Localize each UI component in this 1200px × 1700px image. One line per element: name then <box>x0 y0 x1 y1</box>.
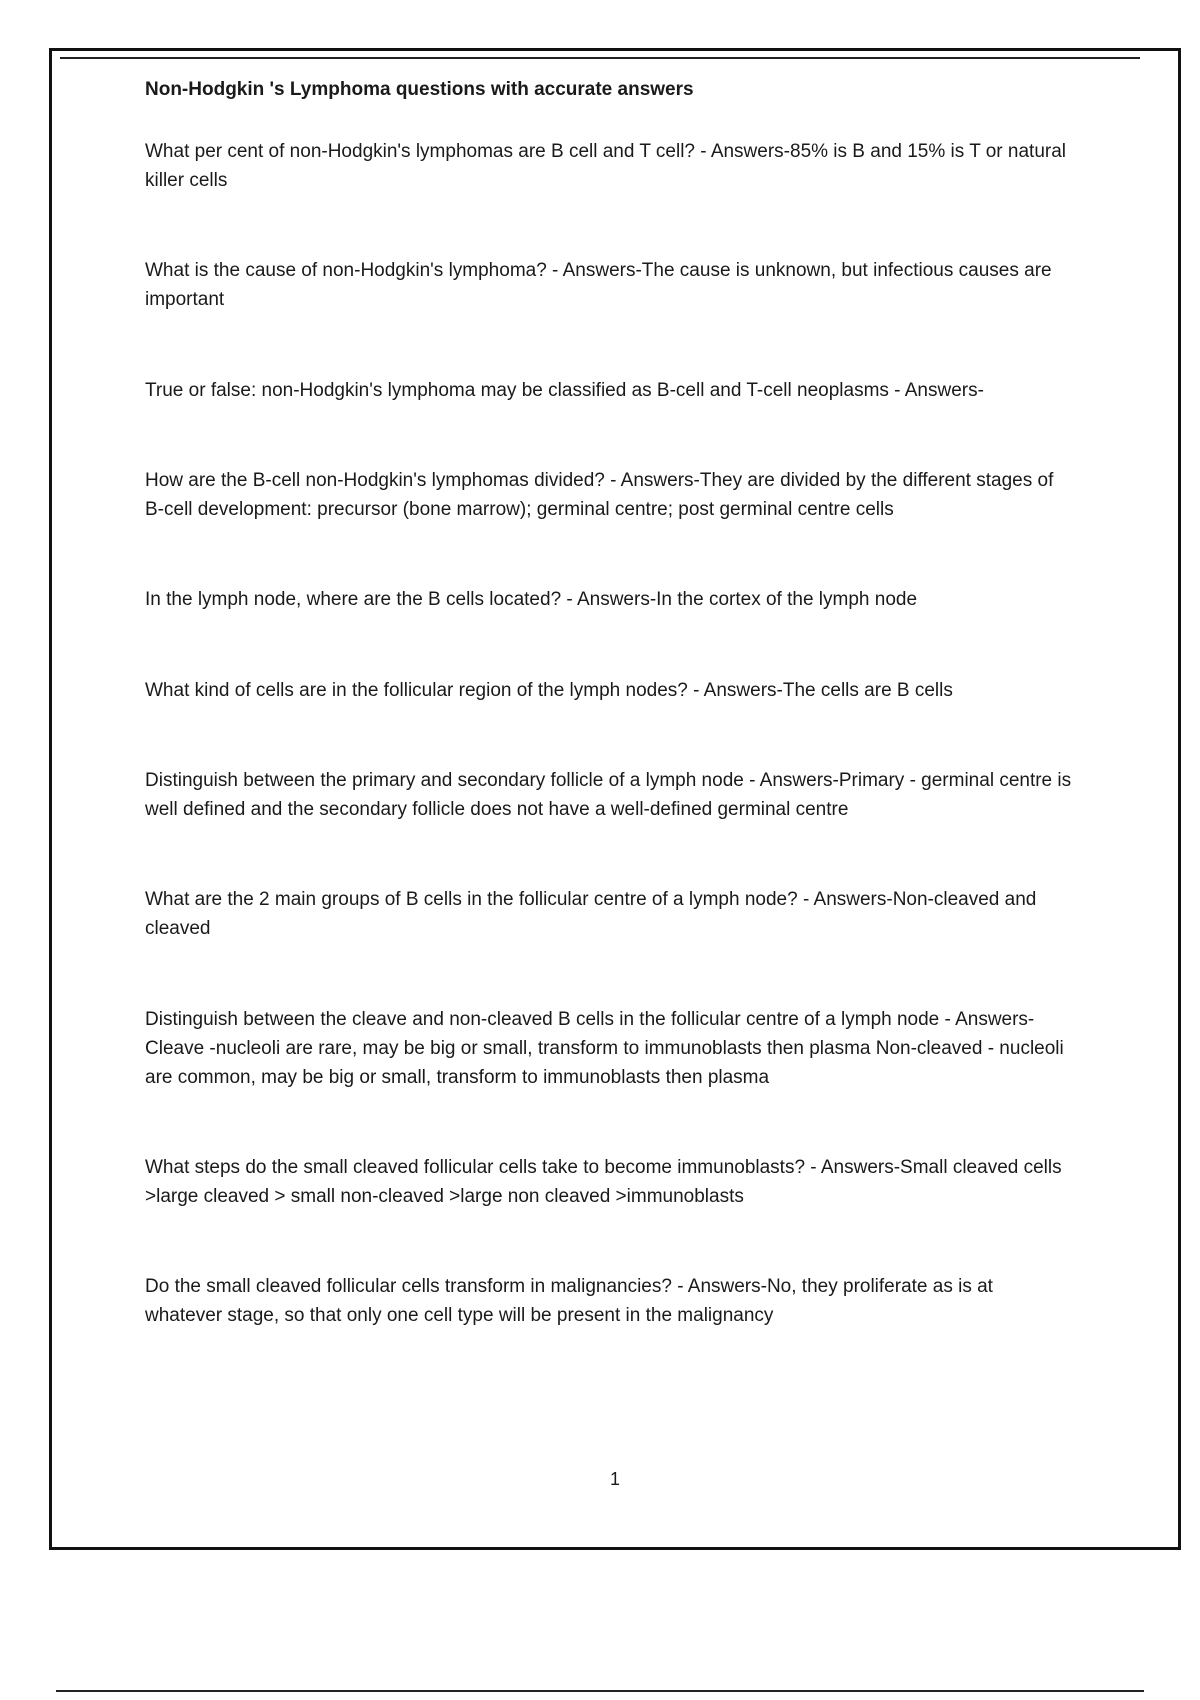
qa-item: Distinguish between the cleave and non-cleaved B cells in the follicular centre of a lymph node - Answers-Cleave -nucleoli are rare, may be big or small, transform to immunoblasts then plasma Non-cleaved - nucleoli are common, may be big or small, transform to immunoblasts then plasma <box>145 1009 1064 1088</box>
qa-item: What steps do the small cleaved follicular cells take to become immunoblasts? - Answers-Small cleaved cells >large cleaved > small non-cleaved >large non cleaved >immunoblasts <box>145 1157 1062 1207</box>
top-rule-divider <box>60 57 1140 59</box>
qa-item: True or false: non-Hodgkin's lymphoma may be classified as B-cell and T-cell neoplasms - Answers- <box>145 380 984 401</box>
qa-item: Do the small cleaved follicular cells transform in malignancies? - Answers-No, they proliferate as is at whatever stage, so that only one cell type will be present in the malignancy <box>145 1276 993 1326</box>
qa-item: What are the 2 main groups of B cells in the follicular centre of a lymph node? - Answers-Non-cleaved and cleaved <box>145 889 1037 939</box>
qa-item: What is the cause of non-Hodgkin's lymphoma? - Answers-The cause is unknown, but infectious causes are important <box>145 260 1052 310</box>
qa-list <box>145 137 1075 1330</box>
document-title: Non-Hodgkin 's Lymphoma questions with accurate answers <box>145 79 694 100</box>
document-content <box>145 77 1075 1330</box>
document-page <box>49 48 1181 1550</box>
qa-item: In the lymph node, where are the B cells located? - Answers-In the cortex of the lymph node <box>145 589 918 610</box>
page-number: 1 <box>609 1469 620 1489</box>
qa-item: What kind of cells are in the follicular region of the lymph nodes? - Answers-The cells are B cells <box>145 680 953 701</box>
next-page-top-rule <box>56 1690 1144 1692</box>
qa-item: What per cent of non-Hodgkin's lymphomas are B cell and T cell? - Answers-85% is B and 15% is T or natural killer cells <box>145 141 1067 191</box>
qa-item: Distinguish between the primary and secondary follicle of a lymph node - Answers-Primary - germinal centre is well defined and the secondary follicle does not have a well-defined germinal centre <box>145 770 1072 820</box>
qa-item: How are the B-cell non-Hodgkin's lymphomas divided? - Answers-They are divided by the different stages of B-cell development: precursor (bone marrow); germinal centre; post germinal centre cells <box>145 470 1054 520</box>
